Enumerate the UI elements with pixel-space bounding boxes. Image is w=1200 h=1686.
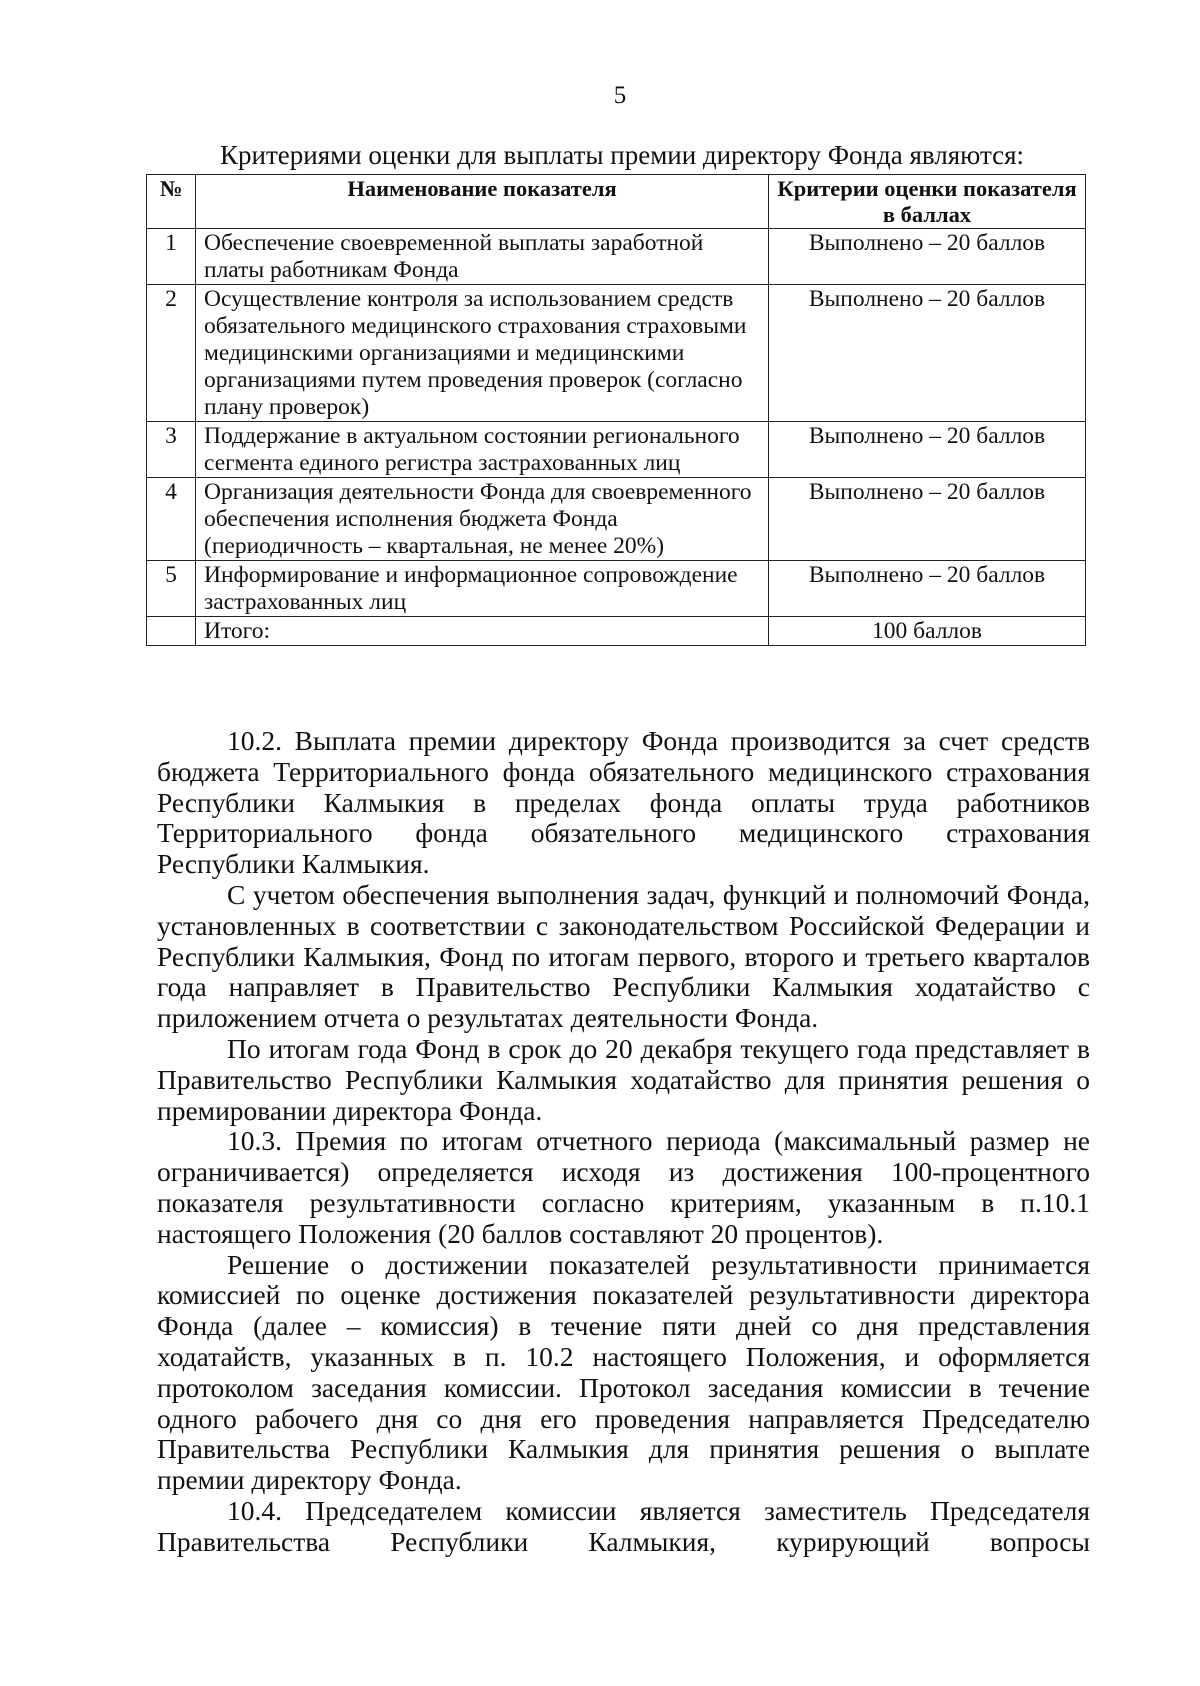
row-num: 1 xyxy=(147,229,196,285)
row-name: Организация деятельности Фонда для своевременного обеспечения исполнения бюджета Фонда (периодичность – квартальная, не менее 20%) xyxy=(196,478,769,561)
paragraph-annual: По итогам года Фонд в срок до 20 декабря текущего года представляет в Правительство Республики Калмыкия ходатайство для принятия решения о премировании директора Фонда. xyxy=(157,1032,1090,1126)
header-criteria: Критерии оценки показателя в баллах xyxy=(769,175,1086,229)
table-row xyxy=(147,285,1086,422)
table-row xyxy=(147,561,1086,617)
total-value: 100 баллов xyxy=(769,617,1086,646)
row-criteria: Выполнено – 20 баллов xyxy=(769,478,1086,561)
row-criteria: Выполнено – 20 баллов xyxy=(769,285,1086,422)
paragraph-10-2: 10.2. Выплата премии директору Фонда производится за счет средств бюджета Территориального фонда обязательного медицинского страхования Республики Калмыкия в пределах фонда оплаты труда работников Территориального фонда обязательного медицинского страхования Республики Калмыкия. xyxy=(157,725,1090,880)
row-criteria: Выполнено – 20 баллов xyxy=(769,561,1086,617)
row-name: Информирование и информационное сопровождение застрахованных лиц xyxy=(196,561,769,617)
total-num xyxy=(147,617,196,646)
row-num: 4 xyxy=(147,478,196,561)
table-row xyxy=(147,229,1086,285)
page-number: 5 xyxy=(613,82,627,109)
paragraph-quarterly: С учетом обеспечения выполнения задач, функций и полномочий Фонда, установленных в соответствии с законодательством Российской Федерации и Республики Калмыкия, Фонд по итогам первого, второго и третьего кварталов года направляет в Правительство Республики Калмыкия ходатайство с приложением отчета о результатах деятельности Фонда. xyxy=(157,878,1090,1034)
row-num: 2 xyxy=(147,285,196,422)
row-criteria: Выполнено – 20 баллов xyxy=(769,422,1086,478)
row-name: Осуществление контроля за использованием средств обязательного медицинского страхования страховыми медицинскими организациями и медицинскими организациями путем проведения проверок (согласно плану проверок) xyxy=(196,285,769,422)
table-row xyxy=(147,478,1086,561)
body-text xyxy=(157,726,1090,1558)
row-name: Поддержание в актуальном состоянии регионального сегмента единого регистра застрахованных лиц xyxy=(196,422,769,478)
paragraph-10-3: 10.3. Премия по итогам отчетного периода (максимальный размер не ограничивается) определяется исходя из достижения 100-процентного показателя результативности согласно критериям, указанным в п.10.1 настоящего Положения (20 баллов составляют 20 процентов). xyxy=(157,1125,1090,1249)
table-caption: Критериями оценки для выплаты премии директору Фонда являются: xyxy=(220,140,1025,170)
row-num: 5 xyxy=(147,561,196,617)
header-num: № xyxy=(147,175,196,229)
paragraph-10-4: 10.4. Председателем комиссии является заместитель Председателя Правительства Республики Калмыкия, курирующий вопросы xyxy=(157,1494,1090,1557)
paragraph-decision: Решение о достижении показателей результативности принимается комиссией по оценке достижения показателей результативности директора Фонда (далее – комиссия) в течение пяти дней со дня представления ходатайств, указанных в п. 10.2 настоящего Положения, и оформляется протоколом заседания комиссии. Протокол заседания комиссии в течение одного рабочего дня со дня его проведения направляется Председателю Правительства Республики Калмыкия для принятия решения о выплате премии директору Фонда. xyxy=(157,1248,1090,1496)
table-total-row xyxy=(147,617,1086,646)
row-num: 3 xyxy=(147,422,196,478)
total-label: Итого: xyxy=(196,617,769,646)
row-name: Обеспечение своевременной выплаты заработной платы работникам Фонда xyxy=(196,229,769,285)
row-criteria: Выполнено – 20 баллов xyxy=(769,229,1086,285)
header-name: Наименование показателя xyxy=(196,175,769,229)
criteria-table xyxy=(146,174,1086,646)
table-header-row xyxy=(147,175,1086,229)
table-row xyxy=(147,422,1086,478)
